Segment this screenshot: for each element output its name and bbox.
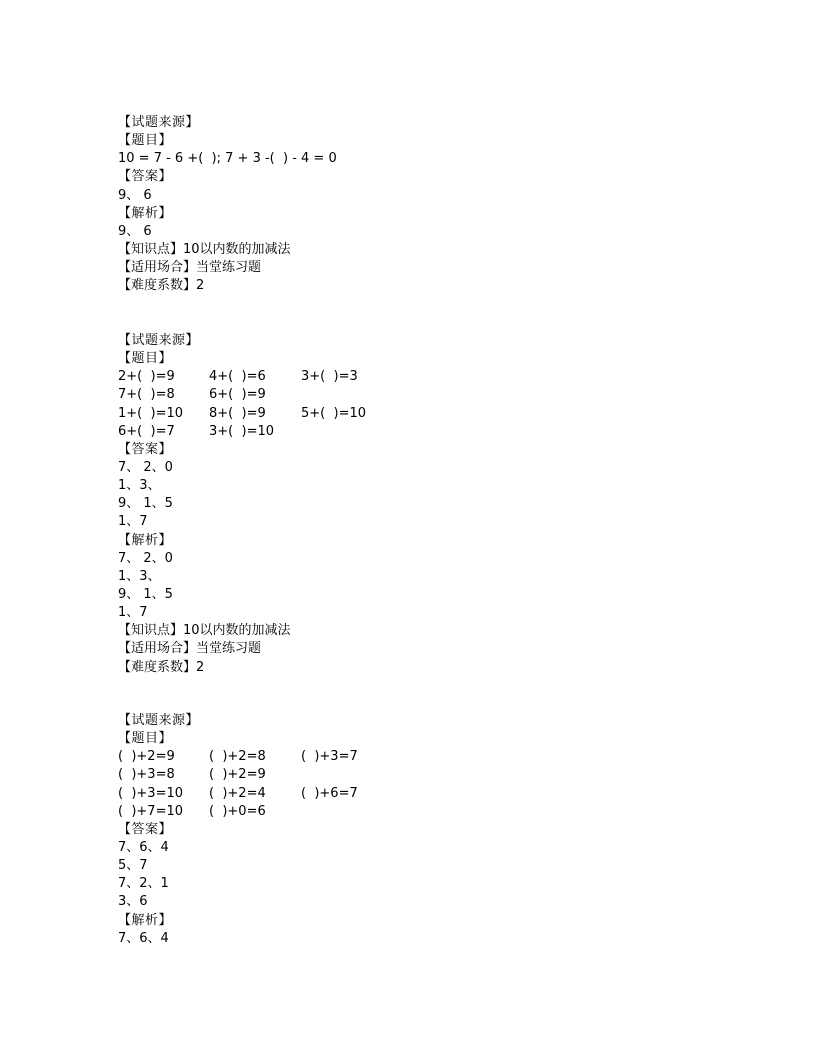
analysis-label: 【解析】	[118, 205, 173, 221]
problem-item: 3+( )=10	[209, 423, 275, 439]
analysis-line: 1、3、	[118, 568, 161, 584]
problem-row	[118, 368, 678, 386]
answer-label: 【答案】	[118, 441, 173, 457]
answer-line: 5、7	[118, 858, 148, 874]
answer-line: 7、2、1	[118, 876, 169, 892]
answer-line: 7、6、4	[118, 839, 169, 855]
problem-item: ( )+2=9	[118, 749, 175, 765]
problem-item: ( )+3=8	[118, 767, 175, 783]
problem-item: ( )+2=8	[209, 749, 266, 765]
knowledge-point: 【知识点】10以内数的加减法	[118, 241, 291, 257]
problem-row	[118, 386, 678, 404]
problem-row	[118, 748, 678, 766]
problem-item: ( )+7=10	[118, 803, 184, 819]
analysis-label: 【解析】	[118, 912, 173, 928]
problem-item: ( )+2=9	[209, 767, 266, 783]
problem-item: 4+( )=6	[209, 369, 266, 385]
answer-line: 9、 1、5	[118, 496, 173, 512]
problem-row	[118, 405, 678, 423]
problem-item: 7+( )=8	[118, 387, 175, 403]
problem-item: ( )+0=6	[209, 803, 266, 819]
problem-item: 3+( )=3	[301, 369, 358, 385]
problem-row	[118, 785, 678, 803]
analysis-line: 1、7	[118, 605, 148, 621]
problem-item: ( )+2=4	[209, 785, 266, 801]
problem-item: 1+( )=10	[118, 405, 184, 421]
difficulty: 【难度系数】2	[118, 659, 205, 675]
occasion: 【适用场合】当堂练习题	[118, 641, 262, 657]
problem-item: 5+( )=10	[301, 405, 367, 421]
problem-item: 6+( )=7	[118, 423, 175, 439]
answer-line: 1、3、	[118, 478, 161, 494]
source-label: 【试题来源】	[118, 115, 200, 130]
answer-line: 1、7	[118, 514, 148, 530]
source-label: 【试题来源】	[118, 333, 200, 348]
answer-line: 3、6	[118, 894, 148, 910]
title-label: 【题目】	[118, 731, 173, 747]
analysis-line: 7、6、4	[118, 930, 169, 946]
problem-item: 6+( )=9	[209, 387, 266, 403]
problem-item: ( )+6=7	[301, 785, 358, 801]
problem-row	[118, 423, 678, 441]
answer-text: 9、 6	[118, 187, 152, 203]
problem-item: 2+( )=9	[118, 369, 175, 385]
answer-line: 7、 2、0	[118, 459, 173, 475]
title-label: 【题目】	[118, 351, 173, 367]
answer-label: 【答案】	[118, 821, 173, 837]
analysis-text: 9、 6	[118, 223, 152, 239]
question-3	[118, 712, 678, 948]
analysis-line: 9、 1、5	[118, 586, 173, 602]
question-2	[118, 332, 678, 677]
source-label: 【试题来源】	[118, 713, 200, 728]
problem-item: ( )+3=7	[301, 749, 358, 765]
problem-item: 8+( )=9	[209, 405, 266, 421]
analysis-label: 【解析】	[118, 532, 173, 548]
problem-row	[118, 766, 678, 784]
problem-item: ( )+3=10	[118, 785, 184, 801]
question-1	[118, 114, 678, 295]
answer-label: 【答案】	[118, 169, 173, 185]
analysis-line: 7、 2、0	[118, 550, 173, 566]
difficulty: 【难度系数】2	[118, 278, 205, 294]
title-label: 【题目】	[118, 133, 173, 149]
problem-row	[118, 803, 678, 821]
problem-text: 10 = 7 - 6 +( ); 7 + 3 -( ) - 4 = 0	[118, 151, 337, 167]
knowledge-point: 【知识点】10以内数的加减法	[118, 623, 291, 639]
occasion: 【适用场合】当堂练习题	[118, 260, 262, 276]
